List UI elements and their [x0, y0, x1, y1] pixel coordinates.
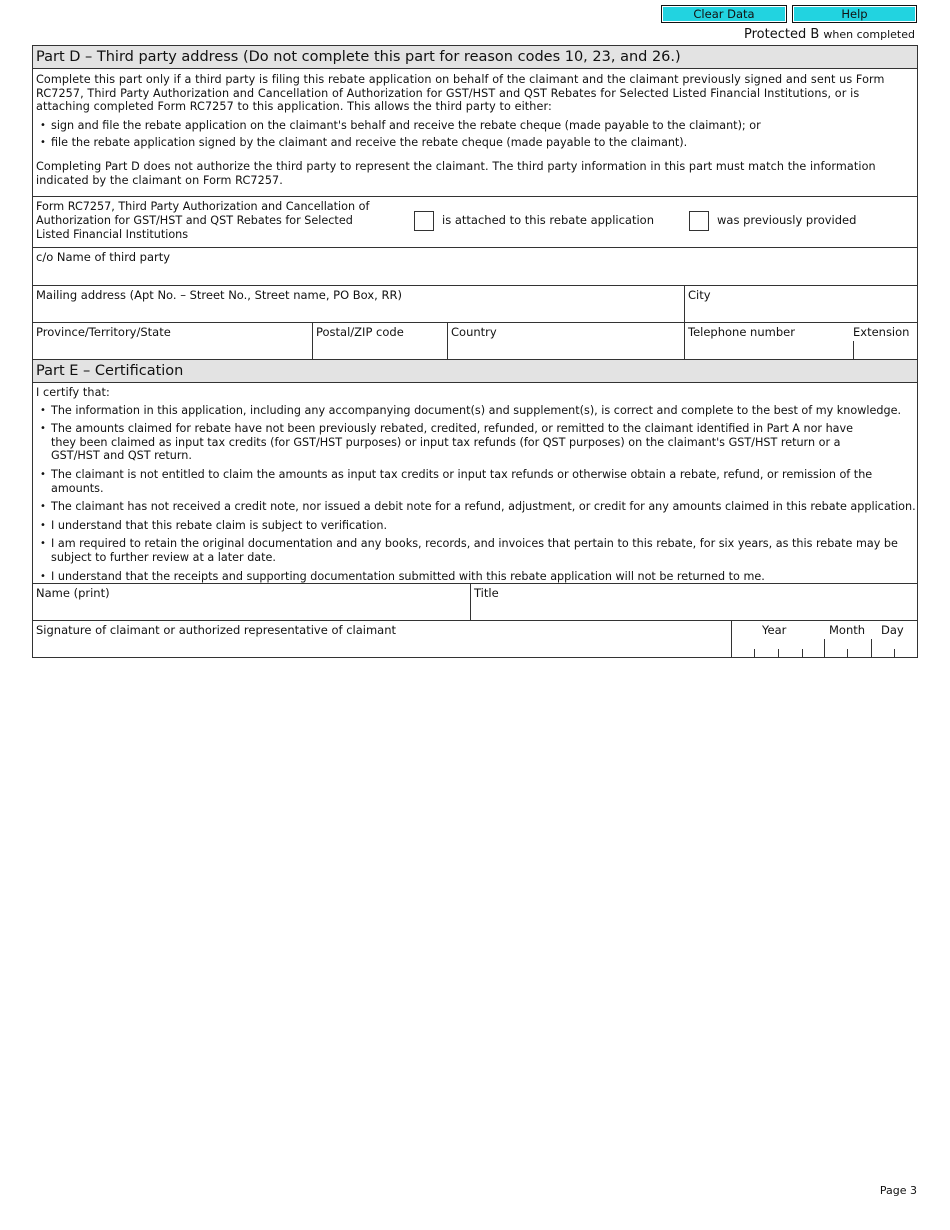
attached-label: is attached to this rebate application	[442, 213, 655, 227]
date-cell	[731, 621, 917, 657]
year-tick-3	[802, 649, 803, 657]
address-detail-row	[33, 323, 917, 360]
third-party-name-row	[33, 248, 917, 286]
title-cell	[470, 584, 917, 620]
part-d-bullet-1: • sign and file the rebate application on the claimant's behalf and receive the rebate cheque (made payable to the claimant); or	[33, 119, 917, 133]
extension-label: Extension	[853, 325, 910, 339]
postal-field[interactable]	[313, 339, 447, 359]
province-field[interactable]	[33, 339, 312, 359]
name-print-field[interactable]	[33, 600, 470, 620]
signature-field[interactable]	[33, 637, 731, 657]
city-label: City	[688, 288, 711, 302]
day-label: Day	[881, 623, 904, 637]
title-label: Title	[474, 586, 499, 600]
city-field[interactable]	[685, 302, 917, 322]
part-e-title: Part E – Certification	[36, 363, 184, 379]
title-field[interactable]	[471, 600, 917, 620]
name-print-label: Name (print)	[36, 586, 110, 600]
country-field[interactable]	[448, 339, 684, 359]
cert-bullet-5: • I understand that this rebate claim is subject to verification.	[33, 519, 917, 533]
part-d-bullet-2: • file the rebate application signed by the claimant and receive the rebate cheque (made payable to the claimant).	[33, 136, 917, 150]
signature-label: Signature of claimant or authorized representative of claimant	[36, 623, 397, 637]
telephone-cell	[684, 323, 917, 359]
rebate-form	[32, 45, 918, 658]
part-e-header	[33, 360, 917, 383]
day-tick	[894, 649, 895, 657]
mailing-address-row	[33, 286, 917, 323]
protected-suffix: when completed	[823, 28, 915, 41]
province-label: Province/Territory/State	[36, 325, 171, 339]
part-d-header	[33, 46, 917, 69]
telephone-label: Telephone number	[688, 325, 795, 339]
cert-bullet-4: • The claimant has not received a credit note, nor issued a debit note for a refund, adjustment, or credit for any amounts claimed in this rebate application.	[33, 500, 917, 514]
attached-checkbox[interactable]	[414, 211, 434, 231]
month-label: Month	[829, 623, 866, 637]
page-number: Page 3	[879, 1184, 917, 1197]
signature-row	[33, 621, 917, 657]
postal-label: Postal/ZIP code	[316, 325, 404, 339]
month-day-divider	[871, 639, 872, 657]
cert-bullet-2: • The amounts claimed for rebate have not been previously rebated, credited, refunded, or remitted to the claimant identified in Part A nor have they been claimed as input tax credits (for GST/HST purposes) or input tax refunds (for QST purposes) on the claimant's GST/HST return or a GST/HST and QST return.	[33, 422, 871, 463]
country-label: Country	[451, 325, 497, 339]
part-d-title: Part D – Third party address (Do not complete this part for reason codes 10, 23, and 26.)	[36, 49, 681, 65]
previously-provided-label: was previously provided	[717, 213, 857, 227]
cert-bullet-3: • The claimant is not entitled to claim the amounts as input tax credits or input tax refunds or otherwise obtain a rebate, refund, or remission of the amounts.	[33, 468, 917, 495]
part-d-intro: Complete this part only if a third party is filing this rebate application on behalf of the claimant and the claimant previously signed and sent us Form RC7257, Third Party Authorization and Cancellation of Authorization for GST/HST and QST Rebates for Selected Listed Financial Institutions, or is attaching completed Form RC7257 to this application. This allows the third party to either:	[36, 73, 885, 114]
name-title-row	[33, 584, 917, 621]
city-cell	[684, 286, 917, 322]
cert-bullet-7: • I understand that the receipts and supporting documentation submitted with this rebate application will not be returned to me.	[33, 570, 917, 584]
protected-label: Protected B	[744, 27, 820, 42]
year-tick-1	[754, 649, 755, 657]
cert-bullet-6: • I am required to retain the original documentation and any books, records, and invoices that pertain to this rebate, for six years, as this rebate may be subject to further review at a later date.	[33, 537, 917, 564]
third-party-name-field[interactable]	[33, 264, 917, 285]
mailing-address-field[interactable]	[33, 302, 684, 322]
mailing-address-label: Mailing address (Apt No. – Street No., Street name, PO Box, RR)	[36, 288, 402, 302]
month-tick	[847, 649, 848, 657]
extension-field[interactable]	[854, 339, 917, 359]
previously-provided-checkbox[interactable]	[689, 211, 709, 231]
part-d-instructions	[33, 69, 917, 197]
certify-label: I certify that:	[36, 386, 110, 399]
year-tick-2	[778, 649, 779, 657]
third-party-name-label: c/o Name of third party	[36, 250, 171, 264]
country-cell	[447, 323, 684, 359]
part-d-note: Completing Part D does not authorize the third party to represent the claimant. The third party information in this part must match the information indicated by the claimant on Form RC7257.	[36, 159, 876, 187]
rc7257-label: Form RC7257, Third Party Authorization and Cancellation of Authorization for GST/HST and QST Rebates for Selected Listed Financial Institutions	[36, 200, 370, 241]
year-month-divider	[824, 639, 825, 657]
year-label: Year	[762, 623, 787, 637]
protected-b-notice	[744, 27, 915, 42]
clear-data-button[interactable]: Clear Data	[661, 5, 787, 23]
telephone-field[interactable]	[685, 339, 852, 359]
certification-statements	[33, 383, 917, 584]
cert-bullet-1: • The information in this application, including any accompanying document(s) and supplement(s), is correct and complete to the best of my knowledge.	[33, 404, 917, 418]
rc7257-row	[33, 197, 917, 248]
help-button[interactable]: Help	[792, 5, 917, 23]
postal-cell	[312, 323, 447, 359]
